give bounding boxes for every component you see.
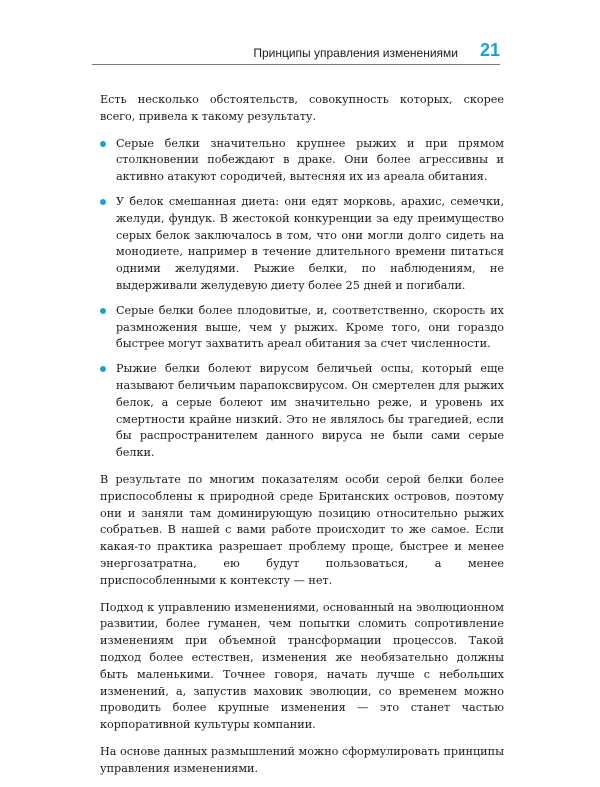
intro-paragraph: Есть несколько обстоятельств, совокупность которых, скорее всего, привела к такому результату. [100,93,504,123]
body-paragraph: Подход к управлению изменениями, основанный на эволюционном развитии, более гуманен, чем попытки сломить сопротивление изменениям при объемной трансформации процессов. Такой подход более естествен, изменения же необязательно должны быть маленькими. Точнее говоря, начать лучше с небольших изменений, а, запустив маховик эволюции, со временем можно проводить более крупные изменения — это станет частью корпоративной культуры компании. [100,600,504,732]
bullet-text: Серые белки более плодовитые, и, соответственно, скорость их размножения выше, чем у рыжих. Кроме того, они гораздо быстрее могут захватить ареал обитания за счет численности. [116,303,504,351]
bullet-list [100,136,504,462]
body-paragraph: В результате по многим показателям особи серой белки более приспособлены к природной среде Британских островов, поэтому они и заняли там доминирующую позицию относительно рыжих собратьев. В нашей с вами работе происходит то же самое. Если какая-то практика разрешает проблему проще, быстрее и менее энергозатратна, ею будут пользоваться, а менее приспособленными к контексту — нет. [100,472,504,587]
bullet-dot [100,199,106,205]
page-number: 21 [479,40,500,60]
bullet-item [100,361,504,462]
bullet-text: Рыжие белки болеют вирусом беличьей оспы, который еще называют беличьим парапоксвирусом. Он смертелен для рыжих белок, а серые болеют им значительно реже, и уровень их смертности крайне низкий. Это не являлось бы трагедией, если бы распространителем данного вируса не были сами серые белки. [116,362,504,460]
body-paragraph: На основе данных размышлений можно сформулировать принципы управления изменениями. [100,744,504,775]
bullet-text: Серые белки значительно крупнее рыжих и при прямом столкновении побеждают в драке. Они более агрессивны и активно атакуют сородичей, вытесняя их из ареала обитания. [116,136,504,184]
running-header-title: Принципы управления изменениями [253,46,458,60]
bullet-dot [100,366,106,372]
bullet-item [100,194,504,295]
page-body [100,92,504,787]
bullet-dot [100,308,106,314]
bullet-item [100,303,504,353]
header-rule [92,64,500,65]
running-header [92,40,500,62]
bullet-text: У белок смешанная диета: они едят морковь, арахис, семечки, желуди, фундук. В жестокой конкуренции за еду преимущество серых белок заключалось в том, что они могли долго сидеть на монодиете, например в течение длительного времени питаться одними желудями. Рыжие белки, по наблюдениям, не выдерживали желудевую диету более 25 дней и погибали. [116,194,504,292]
bullet-item [100,136,504,186]
bullet-dot [100,141,106,147]
